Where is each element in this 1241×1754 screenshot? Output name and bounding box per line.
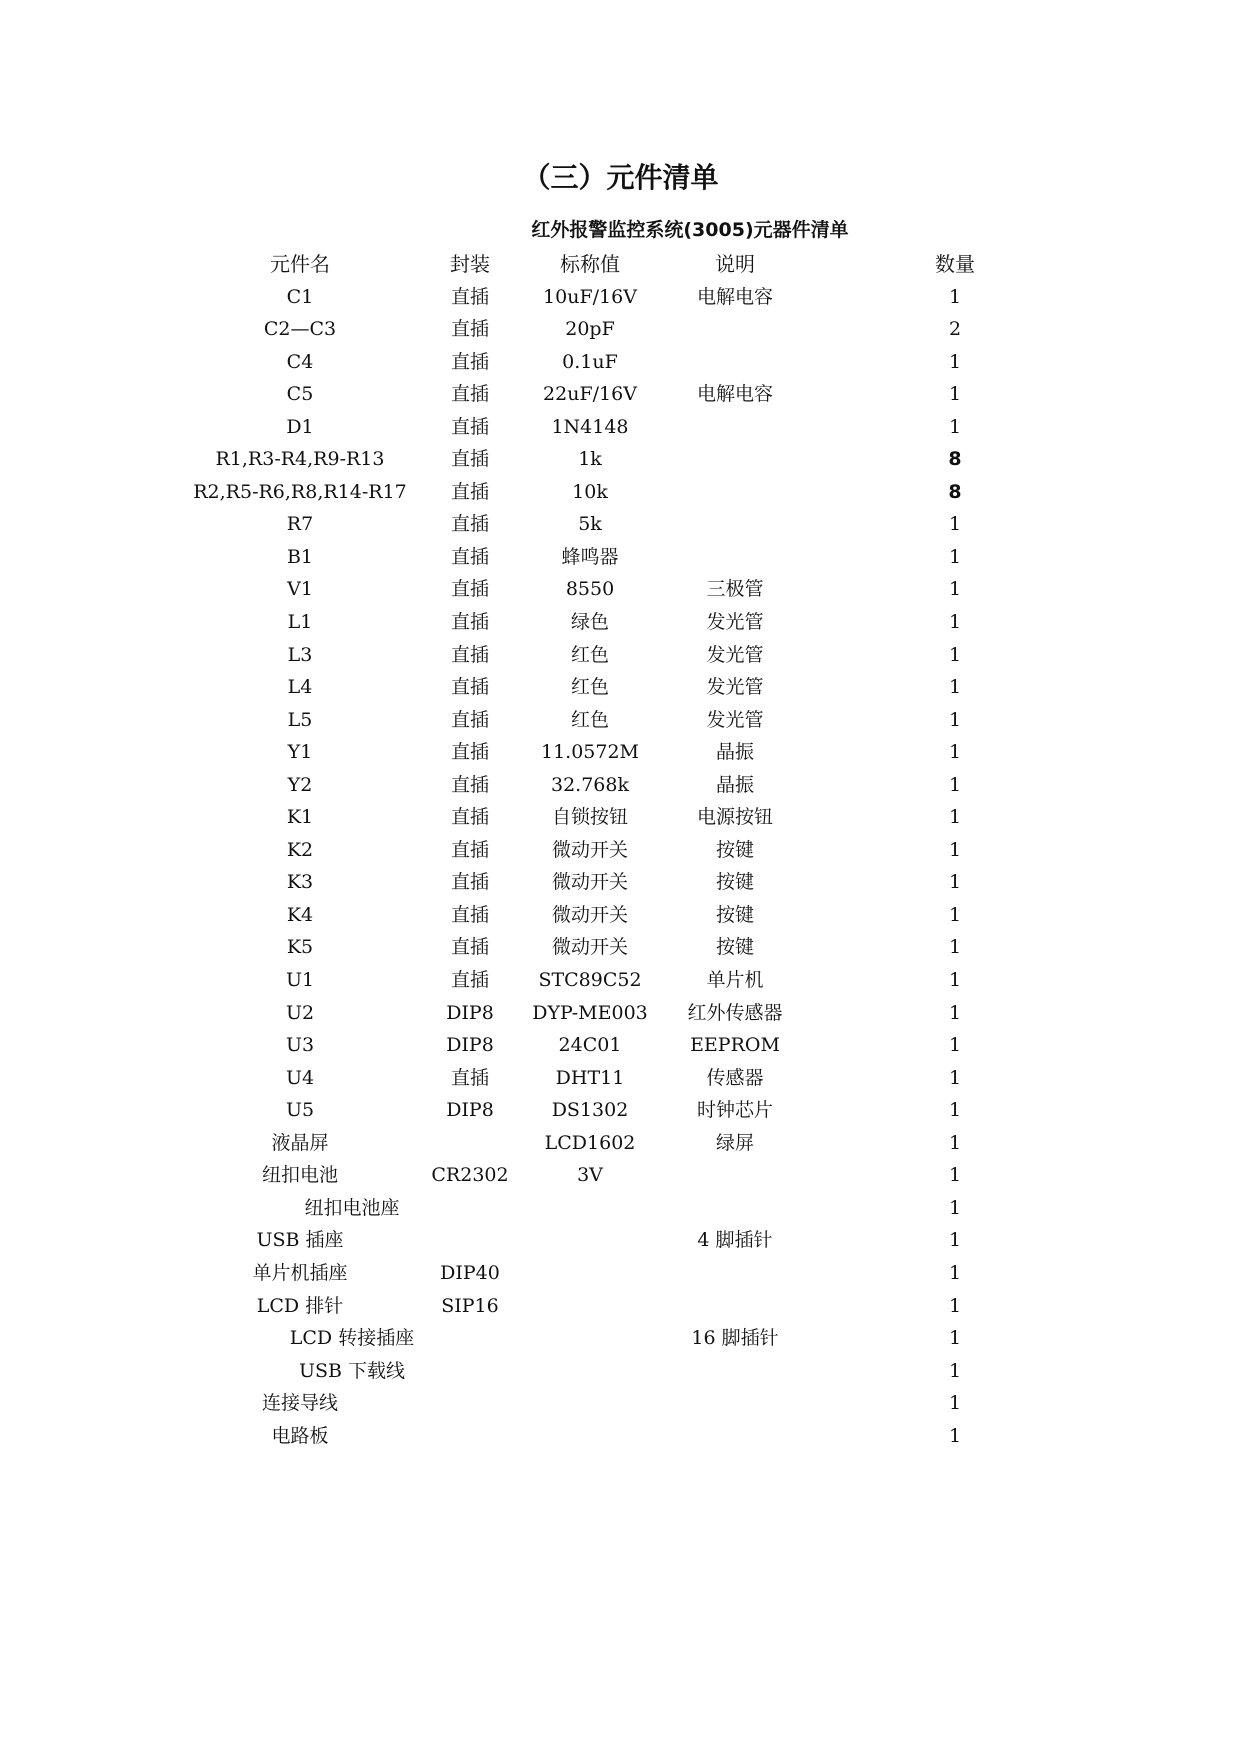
description-cell xyxy=(660,443,810,476)
quantity-cell: 1 xyxy=(948,1424,962,1447)
value-cell: 1N4148 xyxy=(551,415,629,438)
table-row xyxy=(0,1094,1241,1127)
value-cell: 0.1uF xyxy=(562,350,618,373)
component-name-cell: C2—C3 xyxy=(263,318,337,341)
package-cell xyxy=(420,1355,520,1388)
table-row xyxy=(0,1420,1241,1453)
value-cell: 20pF xyxy=(565,318,615,341)
table-row xyxy=(0,1387,1241,1420)
component-name-cell: R2,R5-R6,R8,R14-R17 xyxy=(193,480,407,503)
component-name-cell: Y1 xyxy=(287,741,313,764)
package-cell: 直插 xyxy=(450,545,489,568)
description-cell: 电源按钮 xyxy=(696,806,773,829)
component-name-cell: V1 xyxy=(287,578,313,601)
quantity-cell: 1 xyxy=(948,1229,962,1252)
quantity-cell: 1 xyxy=(948,871,962,894)
component-name-cell: K2 xyxy=(286,838,314,861)
table-row xyxy=(0,1224,1241,1257)
quantity-cell: 1 xyxy=(948,1099,962,1122)
quantity-cell: 1 xyxy=(948,1001,962,1024)
quantity-cell: 8 xyxy=(948,480,962,503)
package-cell xyxy=(420,1322,520,1355)
quantity-cell: 1 xyxy=(948,1327,962,1350)
component-name-cell: L1 xyxy=(287,611,313,634)
package-cell: 直插 xyxy=(450,643,489,666)
quantity-cell: 1 xyxy=(948,545,962,568)
table-row xyxy=(0,606,1241,639)
quantity-cell: 1 xyxy=(948,936,962,959)
component-name-cell: 电路板 xyxy=(271,1424,329,1447)
table-row xyxy=(0,1127,1241,1160)
quantity-cell: 1 xyxy=(948,1196,962,1219)
quantity-cell: 1 xyxy=(948,350,962,373)
header-quantity: 数量 xyxy=(935,252,975,276)
component-name-cell: C1 xyxy=(286,285,314,308)
component-name-cell: 液晶屏 xyxy=(271,1131,329,1154)
package-cell: 直插 xyxy=(450,448,489,471)
header-package: 封装 xyxy=(450,252,490,276)
quantity-cell: 1 xyxy=(948,1131,962,1154)
component-name-cell: U2 xyxy=(285,1001,315,1024)
package-cell: DIP8 xyxy=(446,1034,494,1057)
header-value: 标称值 xyxy=(560,252,620,276)
table-row xyxy=(0,346,1241,379)
value-cell: 微动开关 xyxy=(551,871,628,894)
table-row xyxy=(0,997,1241,1030)
component-name-cell: 连接导线 xyxy=(261,1392,338,1415)
quantity-cell: 1 xyxy=(948,643,962,666)
value-cell: STC89C52 xyxy=(538,969,642,992)
component-name-cell: K1 xyxy=(286,806,314,829)
quantity-cell: 1 xyxy=(948,1066,962,1089)
description-cell: 发光管 xyxy=(706,676,764,699)
value-cell xyxy=(520,1192,660,1225)
value-cell xyxy=(520,1322,660,1355)
table-row xyxy=(0,541,1241,574)
value-cell: 红色 xyxy=(570,676,609,699)
package-cell: DIP40 xyxy=(440,1261,500,1284)
package-cell: 直插 xyxy=(450,773,489,796)
package-cell: 直插 xyxy=(450,383,489,406)
value-cell xyxy=(520,1387,660,1420)
package-cell: 直插 xyxy=(450,1066,489,1089)
quantity-cell: 1 xyxy=(948,1164,962,1187)
description-cell xyxy=(660,508,810,541)
description-cell: 4 脚插针 xyxy=(697,1229,773,1252)
quantity-cell: 1 xyxy=(948,1261,962,1284)
quantity-cell: 1 xyxy=(948,383,962,406)
component-table xyxy=(0,248,1241,1452)
page-title: （三）元件清单 xyxy=(522,161,719,194)
table-row xyxy=(0,476,1241,509)
component-name-cell: L3 xyxy=(287,643,313,666)
description-cell xyxy=(660,411,810,444)
package-cell: 直插 xyxy=(450,903,489,926)
description-cell: 16 脚插针 xyxy=(691,1327,779,1350)
package-cell: 直插 xyxy=(450,578,489,601)
table-row xyxy=(0,1355,1241,1388)
table-row xyxy=(0,411,1241,444)
table-row xyxy=(0,1029,1241,1062)
table-row xyxy=(0,704,1241,737)
description-cell: 传感器 xyxy=(706,1066,764,1089)
quantity-cell: 1 xyxy=(948,806,962,829)
package-cell: 直插 xyxy=(450,285,489,308)
description-cell: 单片机 xyxy=(706,969,764,992)
description-cell: 按键 xyxy=(715,936,754,959)
package-cell: 直插 xyxy=(450,480,489,503)
quantity-cell: 1 xyxy=(948,1034,962,1057)
package-cell: SIP16 xyxy=(441,1294,499,1317)
quantity-cell: 1 xyxy=(948,1392,962,1415)
quantity-cell: 1 xyxy=(948,903,962,926)
component-name-cell: K4 xyxy=(286,903,314,926)
value-cell: 自锁按钮 xyxy=(551,806,628,829)
component-name-cell: 纽扣电池座 xyxy=(304,1196,400,1219)
description-cell: 晶振 xyxy=(715,773,754,796)
package-cell: 直插 xyxy=(450,611,489,634)
value-cell: 蜂鸣器 xyxy=(561,545,619,568)
package-cell: DIP8 xyxy=(446,1001,494,1024)
package-cell: 直插 xyxy=(450,806,489,829)
value-cell xyxy=(520,1290,660,1323)
value-cell: DYP-ME003 xyxy=(532,1001,648,1024)
description-cell: 绿屏 xyxy=(715,1131,754,1154)
value-cell xyxy=(520,1224,660,1257)
description-cell: 按键 xyxy=(715,871,754,894)
description-cell xyxy=(660,1290,810,1323)
quantity-cell: 1 xyxy=(948,285,962,308)
component-name-cell: R1,R3-R4,R9-R13 xyxy=(215,448,385,471)
quantity-cell: 1 xyxy=(948,838,962,861)
quantity-cell: 2 xyxy=(948,318,962,341)
value-cell: 32.768k xyxy=(551,773,629,796)
package-cell: 直插 xyxy=(450,318,489,341)
description-cell: 电解电容 xyxy=(696,383,773,406)
table-body xyxy=(0,281,1241,1453)
table-row xyxy=(0,1192,1241,1225)
description-cell: 三极管 xyxy=(706,578,764,601)
value-cell xyxy=(520,1355,660,1388)
description-cell xyxy=(660,1355,810,1388)
package-cell: DIP8 xyxy=(446,1099,494,1122)
description-cell: 时钟芯片 xyxy=(696,1099,773,1122)
table-row xyxy=(0,931,1241,964)
quantity-cell: 1 xyxy=(948,969,962,992)
table-row xyxy=(0,769,1241,802)
component-name-cell: 纽扣电池 xyxy=(261,1164,338,1187)
package-cell: 直插 xyxy=(450,708,489,731)
quantity-cell: 1 xyxy=(948,741,962,764)
description-cell xyxy=(660,476,810,509)
description-cell xyxy=(660,1159,810,1192)
table-header-row xyxy=(0,248,1241,281)
component-name-cell: D1 xyxy=(286,415,314,438)
quantity-cell: 1 xyxy=(948,513,962,536)
table-row xyxy=(0,899,1241,932)
description-cell: EEPROM xyxy=(690,1034,780,1057)
description-cell xyxy=(660,1420,810,1453)
value-cell: 10k xyxy=(572,480,608,503)
table-row xyxy=(0,639,1241,672)
value-cell: DS1302 xyxy=(551,1099,629,1122)
component-name-cell: R7 xyxy=(286,513,314,536)
description-cell: 晶振 xyxy=(715,741,754,764)
component-name-cell: L5 xyxy=(287,708,313,731)
value-cell: 8550 xyxy=(565,578,615,601)
table-row xyxy=(0,443,1241,476)
component-name-cell: 单片机插座 xyxy=(252,1261,348,1284)
table-row xyxy=(0,866,1241,899)
table-row xyxy=(0,508,1241,541)
value-cell: 22uF/16V xyxy=(543,383,637,406)
value-cell: 11.0572M xyxy=(540,741,640,764)
quantity-cell: 1 xyxy=(948,415,962,438)
description-cell xyxy=(660,313,810,346)
package-cell: 直插 xyxy=(450,871,489,894)
table-row xyxy=(0,1290,1241,1323)
quantity-cell: 1 xyxy=(948,611,962,634)
quantity-cell: 1 xyxy=(948,578,962,601)
quantity-cell: 1 xyxy=(948,773,962,796)
package-cell xyxy=(420,1387,520,1420)
value-cell: 绿色 xyxy=(570,611,609,634)
header-name: 元件名 xyxy=(270,252,330,276)
description-cell: 按键 xyxy=(715,903,754,926)
component-name-cell: U1 xyxy=(285,969,315,992)
component-name-cell: C4 xyxy=(286,350,314,373)
description-cell xyxy=(660,346,810,379)
package-cell: 直插 xyxy=(450,936,489,959)
description-cell xyxy=(660,1257,810,1290)
component-name-cell: K5 xyxy=(286,936,314,959)
component-name-cell: U5 xyxy=(285,1099,315,1122)
value-cell: 微动开关 xyxy=(551,903,628,926)
component-name-cell: U4 xyxy=(285,1066,315,1089)
quantity-cell: 1 xyxy=(948,676,962,699)
value-cell xyxy=(520,1420,660,1453)
value-cell: 5k xyxy=(578,513,602,536)
package-cell: 直插 xyxy=(450,350,489,373)
table-row xyxy=(0,378,1241,411)
description-cell: 电解电容 xyxy=(696,285,773,308)
description-cell xyxy=(660,1387,810,1420)
component-name-cell: LCD 排针 xyxy=(256,1294,344,1317)
package-cell: 直插 xyxy=(450,513,489,536)
package-cell: 直插 xyxy=(450,838,489,861)
value-cell: 10uF/16V xyxy=(543,285,637,308)
table-row xyxy=(0,573,1241,606)
value-cell: DHT11 xyxy=(555,1066,625,1089)
value-cell: 微动开关 xyxy=(551,936,628,959)
package-cell: 直插 xyxy=(450,741,489,764)
component-name-cell: USB 插座 xyxy=(256,1229,344,1252)
table-row xyxy=(0,671,1241,704)
value-cell xyxy=(520,1257,660,1290)
quantity-cell: 1 xyxy=(948,1294,962,1317)
component-name-cell: LCD 转接插座 xyxy=(289,1327,415,1350)
table-row xyxy=(0,834,1241,867)
component-name-cell: C5 xyxy=(286,383,314,406)
value-cell: LCD1602 xyxy=(544,1131,636,1154)
table-caption: 红外报警监控系统(3005)元器件清单 xyxy=(531,219,849,241)
component-name-cell: L4 xyxy=(287,676,313,699)
component-name-cell: B1 xyxy=(286,545,314,568)
package-cell xyxy=(420,1224,520,1257)
table-row xyxy=(0,736,1241,769)
package-cell: 直插 xyxy=(450,969,489,992)
header-description: 说明 xyxy=(715,252,755,276)
package-cell: 直插 xyxy=(450,415,489,438)
value-cell: 红色 xyxy=(570,708,609,731)
component-name-cell: U3 xyxy=(285,1034,315,1057)
quantity-cell: 8 xyxy=(948,448,962,471)
table-row xyxy=(0,1322,1241,1355)
description-cell: 发光管 xyxy=(706,643,764,666)
value-cell: 红色 xyxy=(570,643,609,666)
value-cell: 微动开关 xyxy=(551,838,628,861)
component-name-cell: USB 下载线 xyxy=(298,1359,406,1382)
quantity-cell: 1 xyxy=(948,708,962,731)
table-row xyxy=(0,1159,1241,1192)
value-cell: 24C01 xyxy=(558,1034,622,1057)
package-cell xyxy=(420,1420,520,1453)
description-cell: 发光管 xyxy=(706,708,764,731)
description-cell: 红外传感器 xyxy=(687,1001,783,1024)
table-row xyxy=(0,964,1241,997)
value-cell: 3V xyxy=(577,1164,603,1187)
description-cell: 按键 xyxy=(715,838,754,861)
description-cell xyxy=(660,541,810,574)
quantity-cell: 1 xyxy=(948,1359,962,1382)
package-cell xyxy=(420,1127,520,1160)
component-name-cell: Y2 xyxy=(287,773,313,796)
table-row xyxy=(0,313,1241,346)
table-row xyxy=(0,1257,1241,1290)
table-row xyxy=(0,801,1241,834)
component-name-cell: K3 xyxy=(286,871,314,894)
value-cell: 1k xyxy=(578,448,602,471)
description-cell: 发光管 xyxy=(706,611,764,634)
description-cell xyxy=(660,1192,810,1225)
package-cell xyxy=(420,1192,520,1225)
table-row xyxy=(0,1062,1241,1095)
package-cell: CR2302 xyxy=(431,1164,509,1187)
table-row xyxy=(0,281,1241,314)
package-cell: 直插 xyxy=(450,676,489,699)
